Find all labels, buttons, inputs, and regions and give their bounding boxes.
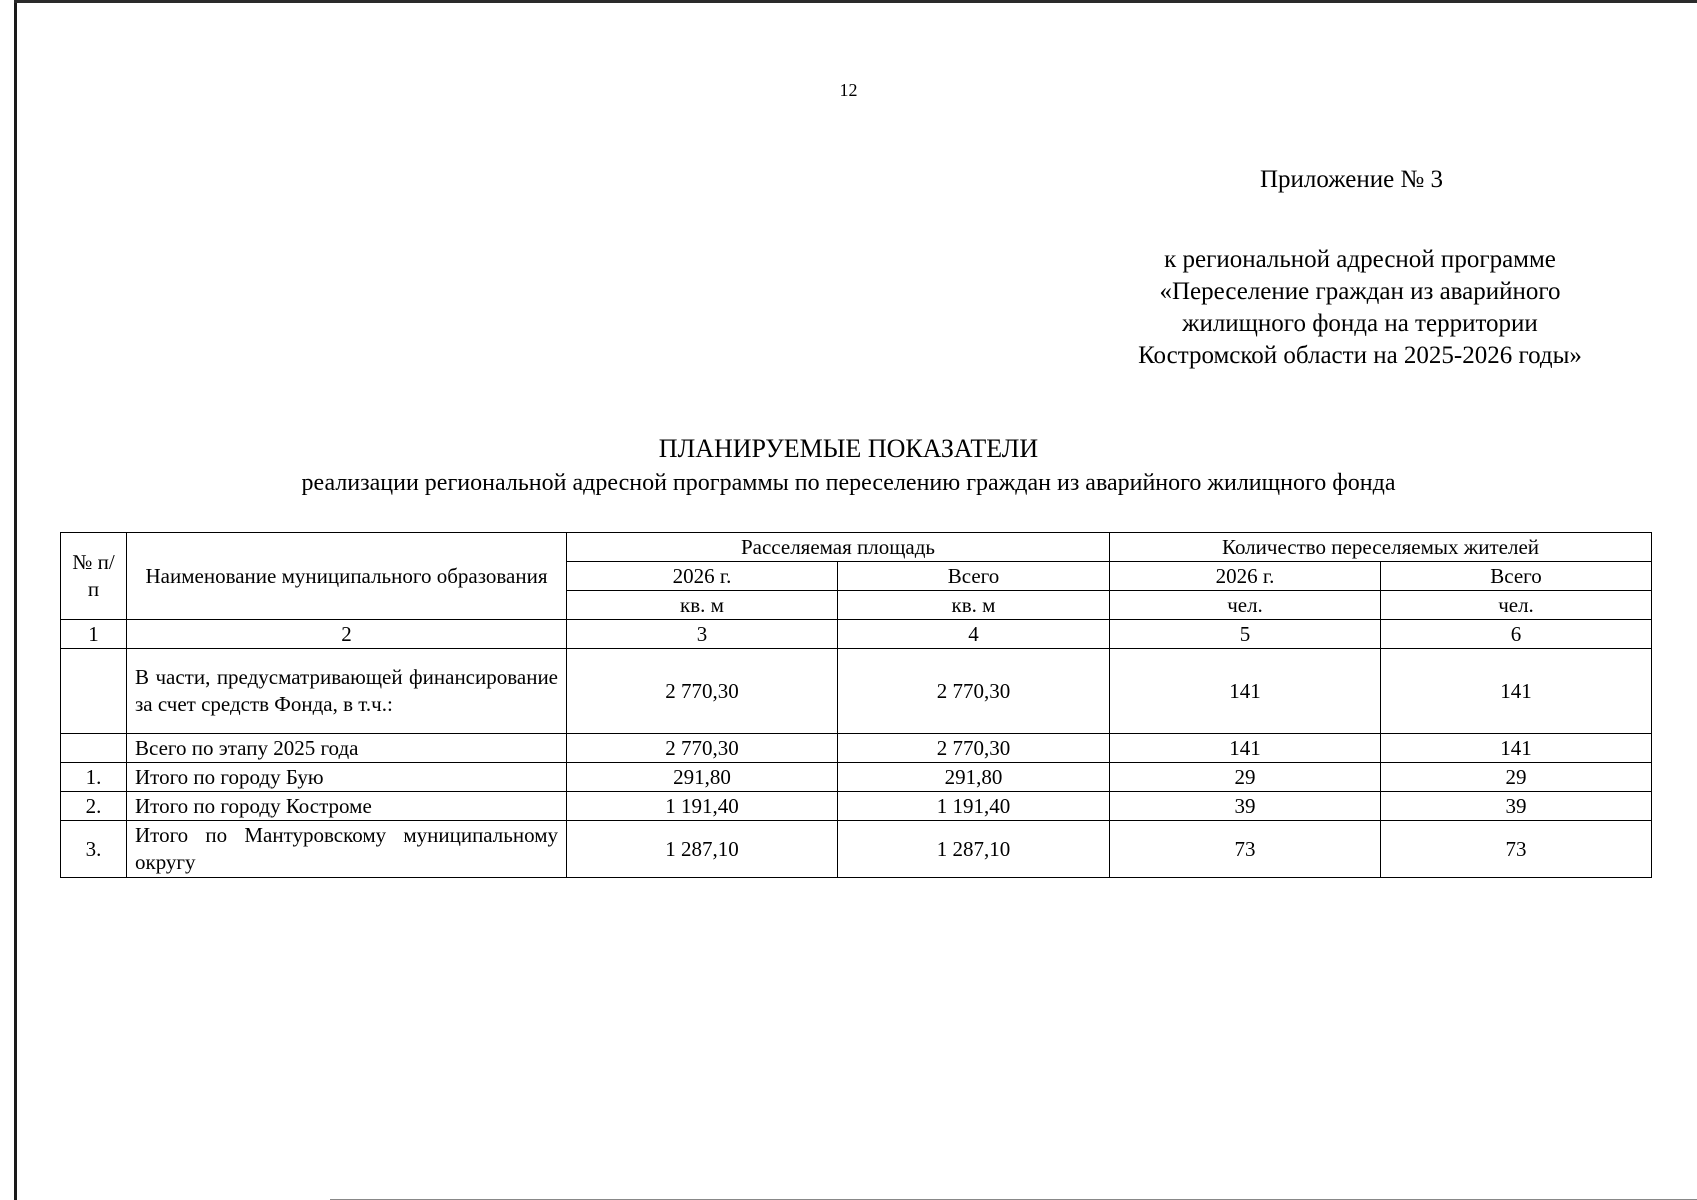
column-number: 5 bbox=[1110, 620, 1381, 649]
appendix-line: Костромской области на 2025-2026 годы» bbox=[1138, 342, 1582, 369]
row-residents-2026: 141 bbox=[1110, 734, 1381, 763]
column-number: 2 bbox=[127, 620, 567, 649]
row-num: 1. bbox=[61, 763, 127, 792]
column-number: 4 bbox=[838, 620, 1110, 649]
header-area-group: Расселяемая площадь bbox=[567, 533, 1110, 562]
header-unit: чел. bbox=[1381, 591, 1652, 620]
row-area-2026: 2 770,30 bbox=[567, 649, 838, 734]
column-number: 6 bbox=[1381, 620, 1652, 649]
row-residents-2026: 29 bbox=[1110, 763, 1381, 792]
appendix-title: Приложение № 3 bbox=[1260, 166, 1444, 193]
appendix-line: жилищного фонда на территории bbox=[1182, 310, 1538, 337]
scan-edge-left bbox=[14, 0, 17, 1200]
row-num: 2. bbox=[61, 792, 127, 821]
header-area-total: Всего bbox=[838, 562, 1110, 591]
row-area-total: 291,80 bbox=[838, 763, 1110, 792]
header-residents-total: Всего bbox=[1381, 562, 1652, 591]
row-area-2026: 1 287,10 bbox=[567, 821, 838, 878]
header-unit: чел. bbox=[1110, 591, 1381, 620]
row-residents-total: 141 bbox=[1381, 734, 1652, 763]
row-residents-2026: 73 bbox=[1110, 821, 1381, 878]
row-area-2026: 1 191,40 bbox=[567, 792, 838, 821]
scan-edge-top bbox=[14, 0, 1697, 3]
document-title: ПЛАНИРУЕМЫЕ ПОКАЗАТЕЛИ bbox=[658, 434, 1039, 463]
row-residents-2026: 39 bbox=[1110, 792, 1381, 821]
header-name: Наименование муниципального образования bbox=[127, 533, 567, 620]
row-name: Всего по этапу 2025 года bbox=[127, 734, 567, 763]
row-name: Итого по Мантуровскому муниципальному округу bbox=[127, 821, 567, 878]
column-numbers-row bbox=[61, 620, 1652, 649]
document-subtitle: реализации региональной адресной программы по переселению граждан из аварийного жилищного фонда bbox=[301, 470, 1396, 496]
page-number: 12 bbox=[839, 80, 858, 100]
row-area-total: 2 770,30 bbox=[838, 734, 1110, 763]
table-row bbox=[61, 792, 1652, 821]
appendix-reference bbox=[1095, 244, 1625, 372]
row-num bbox=[61, 649, 127, 734]
row-num: 3. bbox=[61, 821, 127, 878]
row-name: Итого по городу Бую bbox=[127, 763, 567, 792]
row-name: В части, предусматривающей финансирование за счет средств Фонда, в т.ч.: bbox=[127, 649, 567, 734]
appendix-line: к региональной адресной программе bbox=[1164, 246, 1556, 273]
row-name: Итого по городу Костроме bbox=[127, 792, 567, 821]
header-num: № п/п bbox=[61, 533, 127, 620]
row-residents-total: 73 bbox=[1381, 821, 1652, 878]
header-area-2026: 2026 г. bbox=[567, 562, 838, 591]
appendix-line: «Переселение граждан из аварийного bbox=[1159, 278, 1561, 305]
row-area-total: 1 191,40 bbox=[838, 792, 1110, 821]
row-area-total: 2 770,30 bbox=[838, 649, 1110, 734]
row-area-2026: 291,80 bbox=[567, 763, 838, 792]
column-number: 1 bbox=[61, 620, 127, 649]
header-unit: кв. м bbox=[567, 591, 838, 620]
table-row bbox=[61, 649, 1652, 734]
row-residents-total: 29 bbox=[1381, 763, 1652, 792]
row-area-2026: 2 770,30 bbox=[567, 734, 838, 763]
table-header-row bbox=[61, 533, 1652, 562]
header-residents-group: Количество переселяемых жителей bbox=[1110, 533, 1652, 562]
table-row bbox=[61, 821, 1652, 878]
table-row bbox=[61, 734, 1652, 763]
header-unit: кв. м bbox=[838, 591, 1110, 620]
row-residents-total: 39 bbox=[1381, 792, 1652, 821]
row-num bbox=[61, 734, 127, 763]
table-row bbox=[61, 763, 1652, 792]
row-residents-total: 141 bbox=[1381, 649, 1652, 734]
row-residents-2026: 141 bbox=[1110, 649, 1381, 734]
indicators-table bbox=[60, 532, 1652, 878]
column-number: 3 bbox=[567, 620, 838, 649]
header-residents-2026: 2026 г. bbox=[1110, 562, 1381, 591]
row-area-total: 1 287,10 bbox=[838, 821, 1110, 878]
